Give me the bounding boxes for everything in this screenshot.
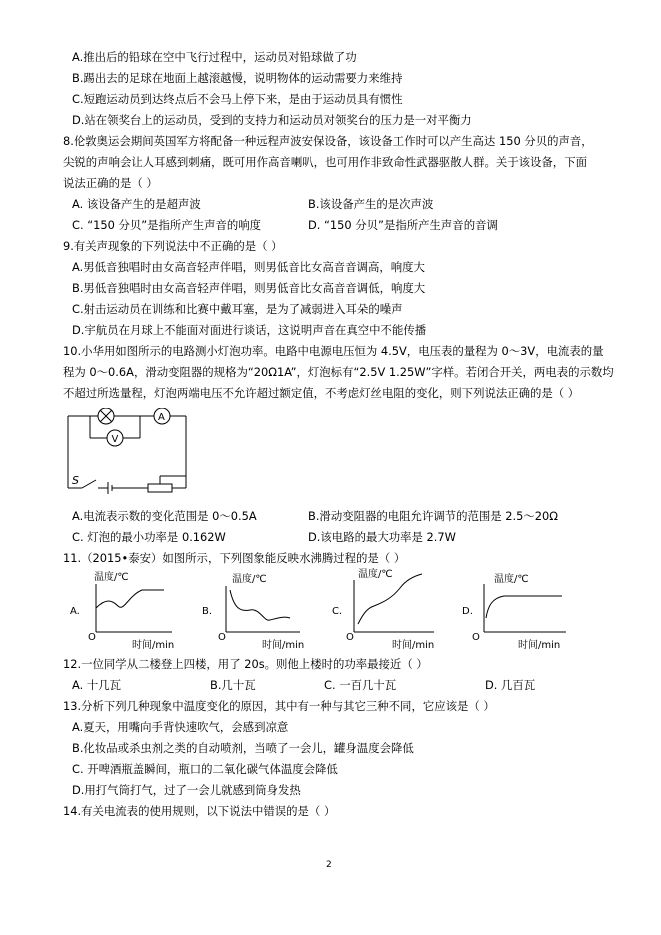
q13-option-d: D.用打气筒打气，过了一会儿就感到筒身发热 bbox=[72, 783, 301, 797]
q7-option-b: B.踢出去的足球在地面上越滚越慢，说明物体的运动需要力来维持 bbox=[72, 71, 403, 85]
q11-graph-a bbox=[66, 568, 186, 650]
q9-option-b: B.男低音独唱时由女高音轻声伴唱，则男低音比女高音音调低，响度大 bbox=[72, 281, 426, 295]
q13-stem: 13.分析下列几种现象中温度变化的原因，其中有一种与其它三种不同，它应该是（ ） bbox=[63, 699, 495, 713]
q12-option-c: C. 一百几十瓦 bbox=[324, 678, 397, 692]
q10-option-a: A.电流表示数的变化范围是 0～0.5A bbox=[72, 509, 257, 523]
q10-option-c: C. 灯泡的最小功率是 0.162W bbox=[72, 530, 226, 544]
q12-option-d: D. 几百瓦 bbox=[485, 678, 536, 692]
q10-stem-line-2: 程为 0～0.6A，滑动变阻器的规格为“20Ω1A”，灯泡标有“2.5V 1.25W”字样。若闭合开关，两电表的示数均 bbox=[63, 365, 614, 379]
q11-graph-c bbox=[330, 562, 455, 650]
q10-stem-line-1: 10.小华用如图所示的电路测小灯泡功率。电路中电源电压恒为 4.5V，电压表的量程为 0～3V，电流表的量 bbox=[63, 344, 604, 358]
q9-option-a: A.男低音独唱时由女高音轻声伴唱，则男低音比女高音音调高，响度大 bbox=[72, 260, 425, 274]
q8-stem-line-3: 说法正确的是（ ） bbox=[63, 176, 158, 190]
q10-option-b: B.滑动变阻器的电阻允许调节的范围是 2.5～20Ω bbox=[308, 509, 559, 523]
q10-option-d: D.该电路的最大功率是 2.7W bbox=[308, 530, 456, 544]
graph-a-ylabel: 温度/℃ bbox=[94, 572, 129, 583]
q13-option-a: A.夏天，用嘴向手背快速吹气，会感到凉意 bbox=[72, 720, 289, 734]
graph-b-xlabel: 时间/min bbox=[262, 640, 305, 650]
q9-stem: 9.有关声现象的下列说法中不正确的是（ ） bbox=[63, 239, 283, 253]
q13-option-b: B.化妆品或杀虫剂之类的自动喷剂，当喷了一会儿，罐身温度会降低 bbox=[72, 741, 414, 755]
switch-label: S bbox=[72, 474, 79, 487]
q7-option-d: D.站在领奖台上的运动员，受到的支持力和运动员对领奖台的压力是一对平衡力 bbox=[72, 113, 472, 127]
q11-stem: 11.（2015•泰安）如图所示，下列图象能反映水沸腾过程的是（ ） bbox=[63, 551, 406, 565]
q7-option-a: A.推出后的铅球在空中飞行过程中，运动员对铅球做了功 bbox=[72, 50, 357, 64]
q8-stem-line-1: 8.伦敦奥运会期间英国军方将配备一种远程声波安保设备，该设备工作时可以产生高达 150 分贝的声音， bbox=[63, 134, 593, 148]
graph-a-letter: A. bbox=[70, 606, 80, 617]
graph-c-origin: O bbox=[346, 632, 354, 643]
graph-d-ylabel: 温度/℃ bbox=[494, 574, 529, 585]
graph-b-letter: B. bbox=[202, 606, 213, 617]
q8-option-c: C. “150 分贝”是指所产生声音的响度 bbox=[72, 218, 262, 232]
q8-option-d: D. “150 分贝”是指所产生声音的音调 bbox=[308, 218, 498, 232]
graph-d-letter: D. bbox=[462, 606, 473, 617]
q13-option-c: C. 开啤酒瓶盖瞬间，瓶口的二氧化碳气体温度会降低 bbox=[72, 762, 338, 776]
q12-option-a: A. 十几瓦 bbox=[72, 678, 122, 692]
graph-b-ylabel: 温度/℃ bbox=[232, 574, 267, 585]
graph-a-xlabel: 时间/min bbox=[132, 640, 175, 650]
q7-option-c: C.短跑运动员到达终点后不会马上停下来，是由于运动员具有惯性 bbox=[72, 92, 403, 106]
graph-d-xlabel: 时间/min bbox=[518, 640, 561, 650]
q12-option-b: B.几十瓦 bbox=[210, 678, 256, 692]
q9-option-c: C.射击运动员在训练和比赛中戴耳塞，是为了减弱进入耳朵的噪声 bbox=[72, 302, 403, 316]
q11-graph-b bbox=[200, 568, 320, 650]
q14-stem: 14.有关电流表的使用规则，以下说法中错误的是（ ） bbox=[63, 804, 336, 818]
graph-d-origin: O bbox=[472, 632, 480, 643]
q11-graph-d bbox=[458, 568, 578, 650]
graph-b-origin: O bbox=[218, 632, 226, 643]
q8-stem-line-2: 尖锐的声响会让人耳感到刺痛，既可用作高音喇叭，也可用作非致命性武器驱散人群。关于该设备，下面 bbox=[63, 155, 587, 169]
q8-option-a: A. 该设备产生的是超声波 bbox=[72, 197, 201, 211]
graph-c-xlabel: 时间/min bbox=[392, 640, 435, 650]
ammeter-symbol: A bbox=[158, 412, 165, 423]
page-number: 2 bbox=[326, 860, 332, 870]
graph-c-ylabel: 温度/℃ bbox=[358, 569, 393, 580]
voltmeter-symbol: V bbox=[111, 434, 119, 445]
q8-option-b: B.该设备产生的是次声波 bbox=[308, 197, 434, 211]
q10-circuit-diagram bbox=[60, 408, 200, 500]
q10-stem-line-3: 不超过所选量程，灯泡两端电压不允许超过额定值，不考虑灯丝电阻的变化，则下列说法正确的是（ ） bbox=[63, 386, 580, 400]
q9-option-d: D.宇航员在月球上不能面对面进行谈话，这说明声音在真空中不能传播 bbox=[72, 323, 427, 337]
graph-a-origin: O bbox=[88, 632, 96, 643]
q12-stem: 12.一位同学从二楼登上四楼，用了 20s。则他上楼时的功率最接近（ ） bbox=[63, 657, 428, 671]
graph-c-letter: C. bbox=[332, 606, 343, 617]
